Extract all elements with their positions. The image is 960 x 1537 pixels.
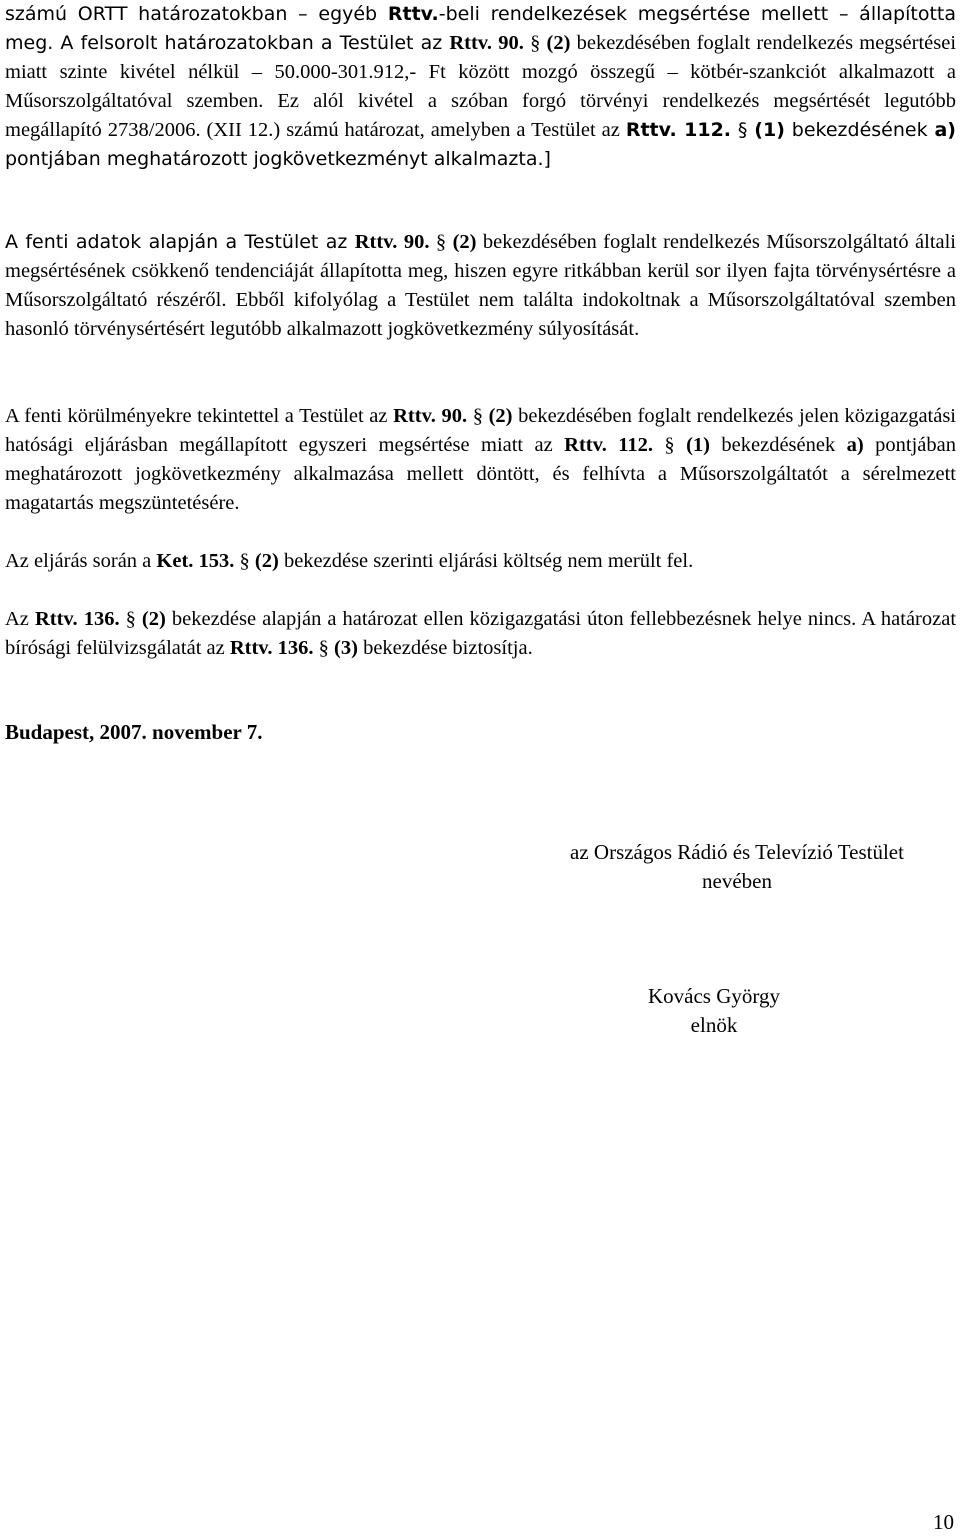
paragraph-reference: (3) [334, 637, 358, 659]
paragraph-previous-decisions [5, 0, 956, 174]
paragraph-text: bekezdése biztosítja. [357, 637, 533, 659]
signatory-name: Kovács György [647, 984, 780, 1008]
law-reference: Rttv. 90. [449, 32, 524, 54]
section-sign: § [467, 405, 489, 427]
paragraph-text: bekezdése alapján a határozat ellen közigazgatási úton fellebbezésnek helye nincs. A határozat bírósági felülvizsgálatát az [5, 608, 957, 659]
paragraph-reference: (2) [141, 608, 166, 630]
law-reference: Ket. 153. [156, 550, 235, 572]
section-sign: § [429, 231, 453, 253]
paragraph-reference: (1) [754, 119, 785, 141]
section-sign: § [119, 608, 142, 630]
paragraph-text: bekezdésének [784, 119, 935, 141]
law-reference: Rttv. 90. [354, 231, 430, 253]
signature-on-behalf [514, 838, 960, 896]
paragraph-reference: (1) [686, 434, 710, 456]
point-reference: a) [934, 119, 956, 141]
paragraph-decision [5, 402, 956, 518]
point-reference: a) [846, 434, 864, 456]
paragraph-text: pontjában meghatározott jogkövetkezmény alkalmazása mellett döntött, és felhívta a Műsorszolgáltatót a sérelmezett magatartás megszüntetésére. [5, 434, 956, 514]
law-reference: Rttv. 90. [393, 405, 468, 427]
paragraph-reference: (2) [452, 231, 477, 253]
paragraph-text: bekezdése szerinti eljárási költség nem merült fel. [278, 550, 694, 572]
paragraph-text: bekezdésében foglalt rendelkezés Műsorszolgáltató általi megsértésének csökkenő tendenciáját állapította meg, hiszen egyre ritkábban kerül sor ilyen fajta törvénysértésre a Műsorszolgáltató részéről. Ebből kifolyólag a Testület nem találta indokoltnak a Műsorszolgáltatóval szemben hasonló törvénysértésért legutóbb alkalmazott jogkövetkezmény súlyosítását. [5, 231, 957, 340]
signatory [514, 982, 914, 1040]
signature-body-line-2: nevében [702, 869, 772, 893]
paragraph-reference: (2) [254, 550, 279, 572]
paragraph-text: számú ORTT határozatokban – egyéb [5, 3, 388, 25]
paragraph-text: Az [5, 608, 35, 630]
section-sign: § [731, 119, 755, 141]
paragraph-reference: (2) [488, 405, 513, 427]
paragraph-procedural-costs [5, 547, 956, 576]
paragraph-text: Az eljárás során a [5, 550, 157, 572]
paragraph-text: A fenti körülményekre tekintettel a Testület az [5, 405, 394, 427]
paragraph-text: pontjában meghatározott jogkövetkezményt alkalmazta.] [5, 148, 551, 170]
law-reference: Rttv. [387, 3, 439, 25]
paragraph-decreasing-tendency [5, 228, 956, 344]
paragraph-text: bekezdésének [710, 434, 847, 456]
paragraph-text: bekezdésében foglalt rendelkezés megsértései miatt szinte kivétel nélkül – 50.000-301.912,- Ft között mozgó összegű – kötbér-szankciót alkalmazott a Műsorszolgáltatóval szemben. Ez alól kivétel a szóban forgó törvényi rendelkezés megsértését legutóbb megállapító 2738/2006. (XII 12.) számú határozat, amelyben a Testület az [5, 32, 957, 141]
law-reference: Rttv. 112. [625, 119, 732, 141]
document-date: Budapest, 2007. november 7. [5, 720, 263, 744]
paragraph-reference: (2) [546, 32, 571, 54]
paragraph-legal-remedy [5, 605, 956, 663]
law-reference: Rttv. 112. [564, 434, 654, 456]
signature-body-line: az Országos Rádió és Televízió Testület [570, 840, 904, 864]
law-reference: Rttv. 136. [229, 637, 314, 659]
section-sign: § [234, 550, 255, 572]
paragraph-text: -beli rendelkezések megsértése mellett – állapította meg. A felsorolt határozatokban a Testület az [5, 3, 956, 54]
section-sign: § [523, 32, 547, 54]
section-sign: § [313, 637, 335, 659]
paragraph-text: bekezdésében foglalt rendelkezés jelen közigazgatási hatósági eljárásban megállapított egyszeri megsértése miatt az [5, 405, 957, 456]
page-number: 10 [933, 1510, 954, 1534]
law-reference: Rttv. 136. [34, 608, 120, 630]
section-sign: § [653, 434, 687, 456]
paragraph-text: A fenti adatok alapján a Testület az [5, 231, 355, 253]
signatory-title: elnök [690, 1013, 738, 1037]
